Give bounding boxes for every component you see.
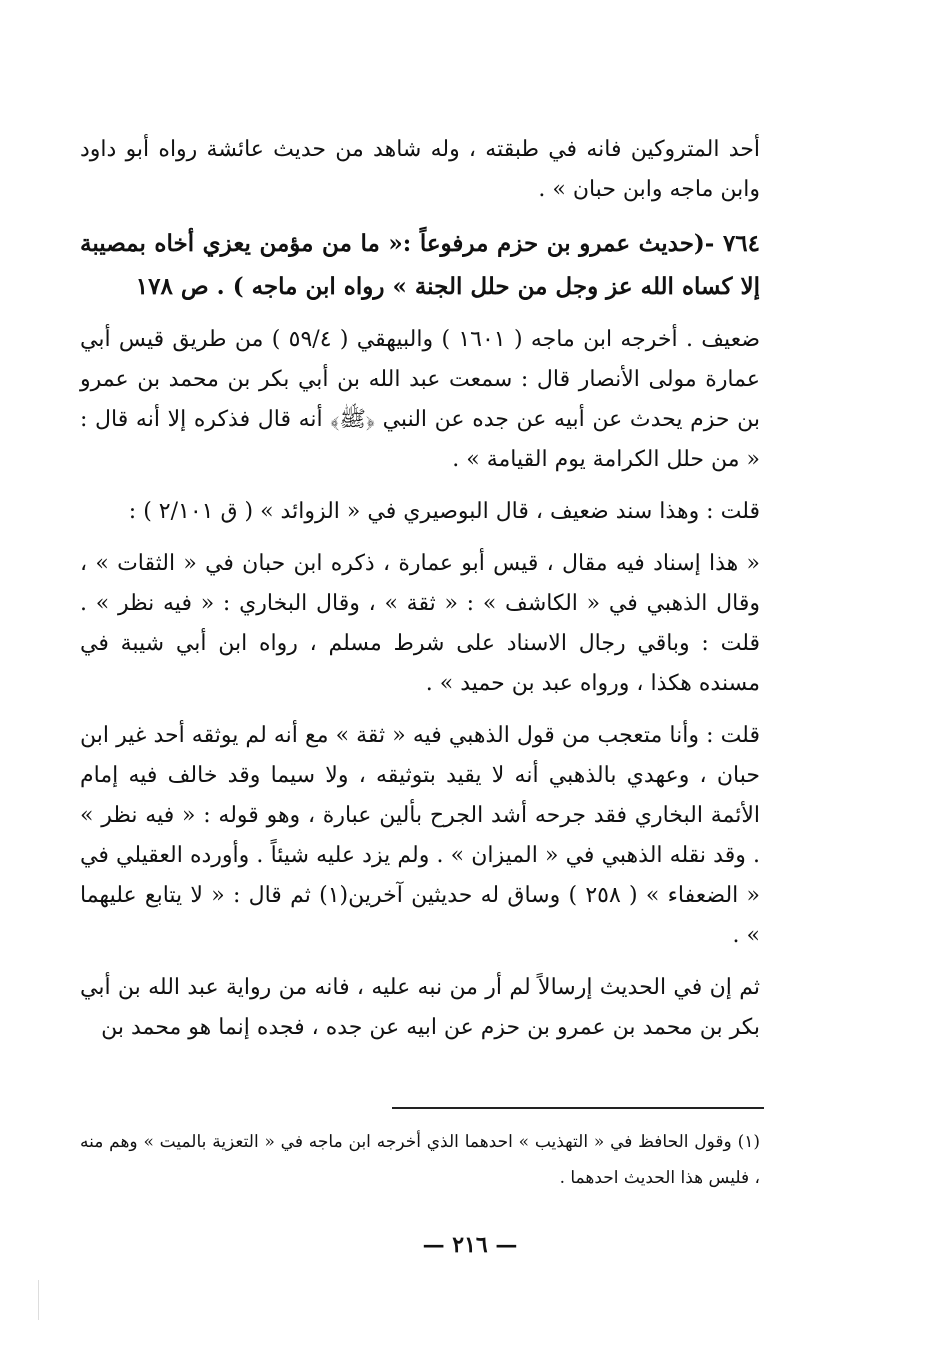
scan-margin-mark <box>38 1280 39 1320</box>
hadith-text: -(حديث عمرو بن حزم مرفوعاً :« ما من مؤمن يعزي أخاه بمصيبة إلا كساه الله عز وجل من حلل الجنة » رواه ابن ماجه ) . ص ١٧٨ <box>80 230 760 300</box>
hadith-number: ٧٦٤ <box>722 230 760 257</box>
paragraph-continuation: أحد المتروكين فانه في طبقته ، وله شاهد من حديث عائشة رواه أبو داود وابن ماجه وابن حبان » . <box>80 137 760 202</box>
page-body <box>80 130 760 1060</box>
footnote: (١) وقول الحافظ في « التهذيب » احدهما الذي أخرجه ابن ماجه في « التعزية بالميت » وهم منه ، فليس هذا الحديث احدهما . <box>80 1132 760 1188</box>
hadith-764 <box>80 222 760 308</box>
paragraph-quote: « هذا إسناد فيه مقال ، قيس أبو عمارة ، ذكره ابن حبان في « الثقات » ، وقال الذهبي في « الكاشف » : « ثقة » ، وقال البخاري : « فيه نظر » . قلت : وباقي رجال الاسناد على شرط مسلم ، رواه ابن أبي شيبة في مسنده هكذا ، ورواه عبد بن حميد » . <box>80 551 760 696</box>
footnote-divider <box>392 1107 764 1109</box>
page-number: — ٢١٦ — <box>422 1232 518 1258</box>
paragraph-commentary: قلت : وأنا متعجب من قول الذهبي فيه « ثقة » مع أنه لم يوثقه أحد غير ابن حبان ، وعهدي بالذهبي أنه لا يقيد بتوثيقه ، ولا سيما وقد خالف فيه إمام الأئمة البخاري فقد جرحه أشد الجرح بألين عبارة ، وهو قوله : « فيه نظر » . وقد نقله الذهبي في « الميزان » . ولم يزد عليه شيئاً . وأورده العقيلي في « الضعفاء » ( ٢٥٨ ) وساق له حديثين آخرين(١) ثم قال : « لا يتابع عليهما » . <box>80 723 760 948</box>
paragraph-irsal: ثم إن في الحديث إرسالاً لم أر من نبه عليه ، فانه من رواية عبد الله بن أبي بكر بن محمد بن عمرو بن حزم عن ابيه عن جده ، فجده إنما هو محمد بن <box>80 975 760 1040</box>
paragraph-busiri: قلت : وهذا سند ضعيف ، قال البوصيري في « الزوائد » ( ق ٢/١٠١ ) : <box>128 499 760 524</box>
paragraph-grading: ضعيف . أخرجه ابن ماجه ( ١٦٠١ ) والبيهقي ( ٥٩/٤ ) من طريق قيس أبي عمارة مولى الأنصار قال : سمعت عبد الله بن أبي بكر بن محمد بن عمرو بن حزم يحدث عن أبيه عن جده عن النبي ﴿ﷺ﴾ أنه قال فذكره إلا أنه قال : « من حلل الكرامة يوم القيامة » . <box>80 327 760 472</box>
